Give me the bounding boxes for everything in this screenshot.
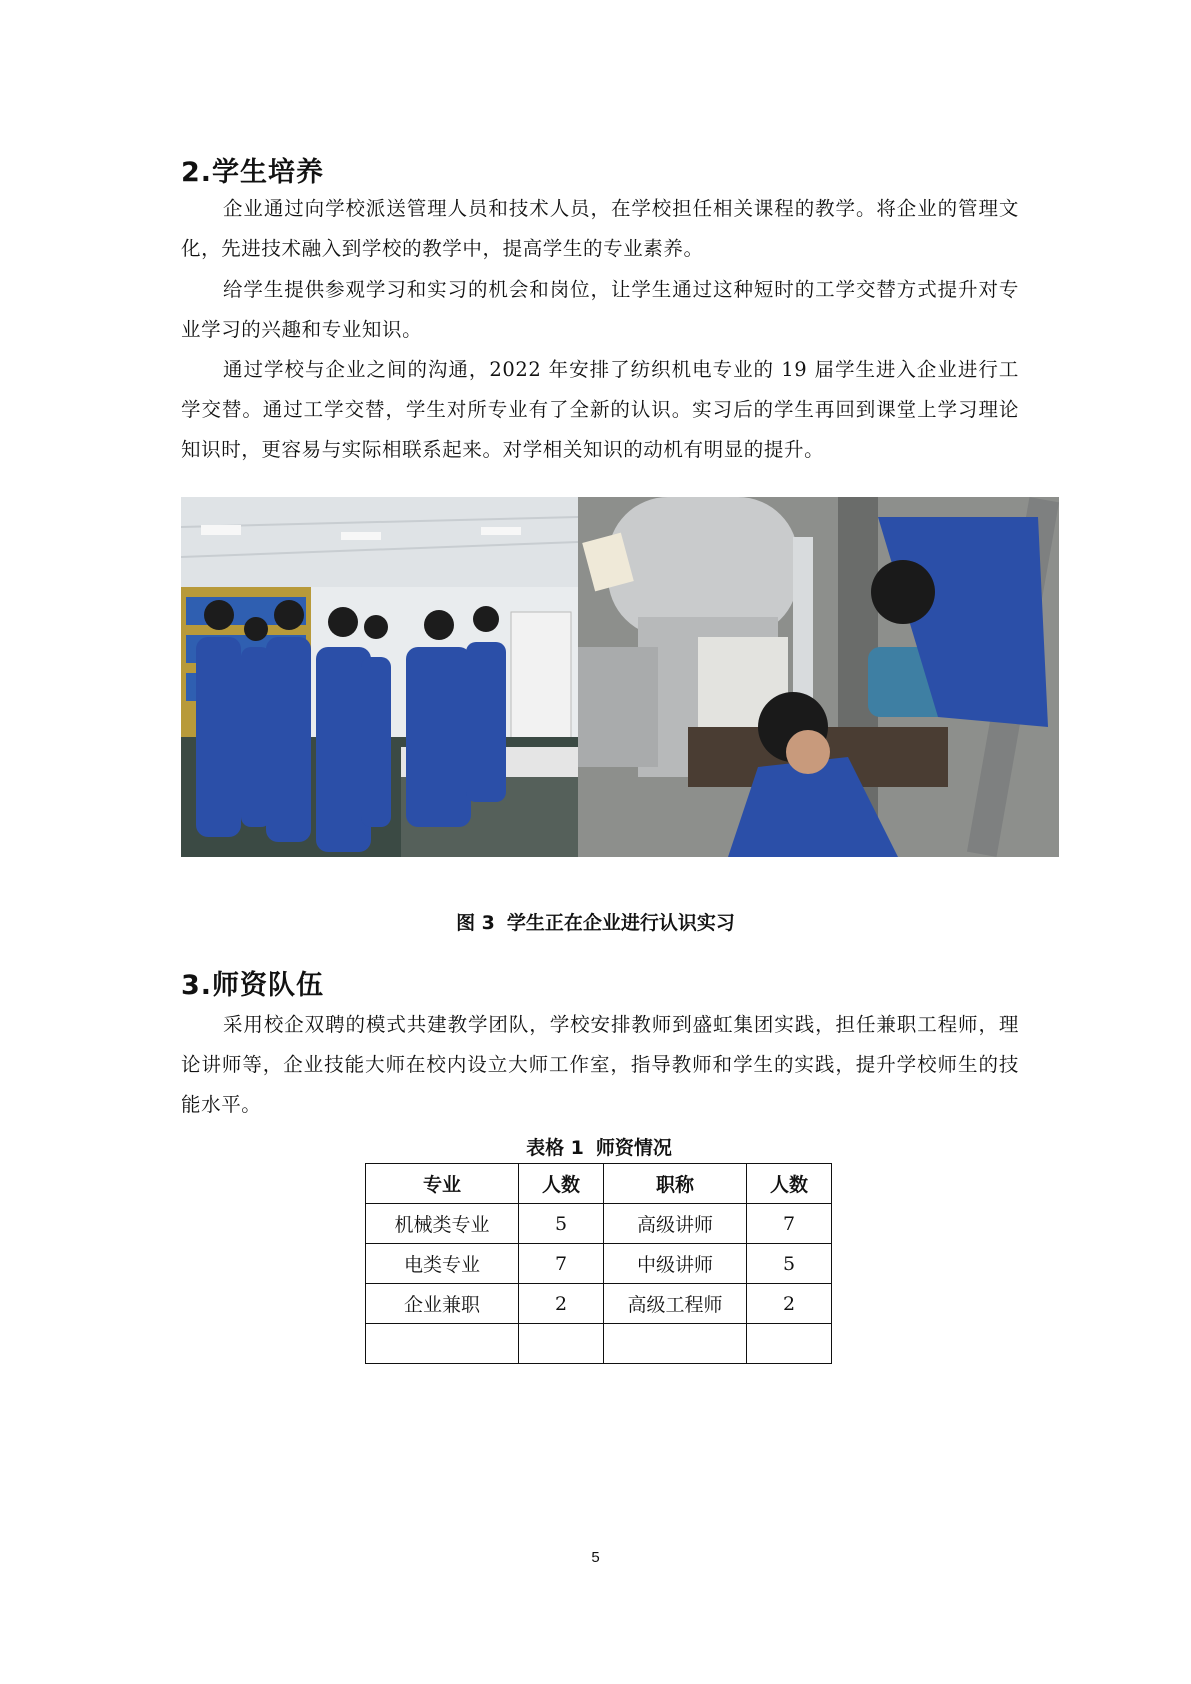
table-cell: 机械类专业 bbox=[366, 1204, 519, 1244]
table-header-row bbox=[366, 1164, 832, 1204]
header-cell: 专业 bbox=[366, 1164, 519, 1204]
figure-photos bbox=[181, 497, 1059, 857]
table-row bbox=[366, 1284, 832, 1324]
section-heading-faculty: 3.师资队伍 bbox=[181, 970, 325, 1001]
table-cell: 高级讲师 bbox=[604, 1204, 747, 1244]
table-caption bbox=[366, 1133, 832, 1160]
table-row bbox=[366, 1324, 832, 1364]
table-cell bbox=[366, 1324, 519, 1364]
table-cell: 5 bbox=[747, 1244, 832, 1284]
table-cell: 电类专业 bbox=[366, 1244, 519, 1284]
header-cell: 职称 bbox=[604, 1164, 747, 1204]
table-cell: 2 bbox=[747, 1284, 832, 1324]
table-row bbox=[366, 1244, 832, 1284]
table-title-text: 师资情况 bbox=[595, 1137, 672, 1159]
table-cell: 5 bbox=[519, 1204, 604, 1244]
paragraph: 通过学校与企业之间的沟通，2022 年安排了纺织机电专业的 19 届学生进入企业进行工学交替。通过工学交替，学生对所专业有了全新的认识。实习后的学生再回到课堂上学习理论知识时，更容易与实际相联系起来。对学相关知识的动机有明显的提升。 bbox=[181, 358, 1019, 461]
section-heading-student-training: 2.学生培养 bbox=[181, 157, 325, 188]
header-cell: 人数 bbox=[747, 1164, 832, 1204]
table-cell bbox=[519, 1324, 604, 1364]
paragraph: 采用校企双聘的模式共建教学团队，学校安排教师到盛虹集团实践，担任兼职工程师，理论讲师等，企业技能大师在校内设立大师工作室，指导教师和学生的实践，提升学校师生的技能水平。 bbox=[181, 1013, 1019, 1116]
page-number: 5 bbox=[591, 1549, 600, 1566]
table-cell: 中级讲师 bbox=[604, 1244, 747, 1284]
figure-caption-text: 学生正在企业进行认识实习 bbox=[506, 912, 735, 934]
paragraph: 给学生提供参观学习和实习的机会和岗位，让学生通过这种短时的工学交替方式提升对专业学习的兴趣和专业知识。 bbox=[181, 278, 1019, 341]
figure-number: 图 3 bbox=[456, 912, 495, 934]
photo-students-inspecting-pump bbox=[578, 497, 1059, 857]
table-cell: 7 bbox=[747, 1204, 832, 1244]
table-cell: 企业兼职 bbox=[366, 1284, 519, 1324]
table-cell bbox=[747, 1324, 832, 1364]
table-cell: 2 bbox=[519, 1284, 604, 1324]
table-row bbox=[366, 1204, 832, 1244]
figure-caption bbox=[0, 908, 1191, 935]
table-cell: 高级工程师 bbox=[604, 1284, 747, 1324]
paragraph: 企业通过向学校派送管理人员和技术人员，在学校担任相关课程的教学。将企业的管理文化，先进技术融入到学校的教学中，提高学生的专业素养。 bbox=[181, 197, 1019, 260]
photo-students-touring-lab bbox=[181, 497, 578, 857]
table-cell bbox=[604, 1324, 747, 1364]
table-cell: 7 bbox=[519, 1244, 604, 1284]
table-number: 表格 1 bbox=[526, 1137, 584, 1159]
faculty-table bbox=[365, 1163, 832, 1364]
header-cell: 人数 bbox=[519, 1164, 604, 1204]
